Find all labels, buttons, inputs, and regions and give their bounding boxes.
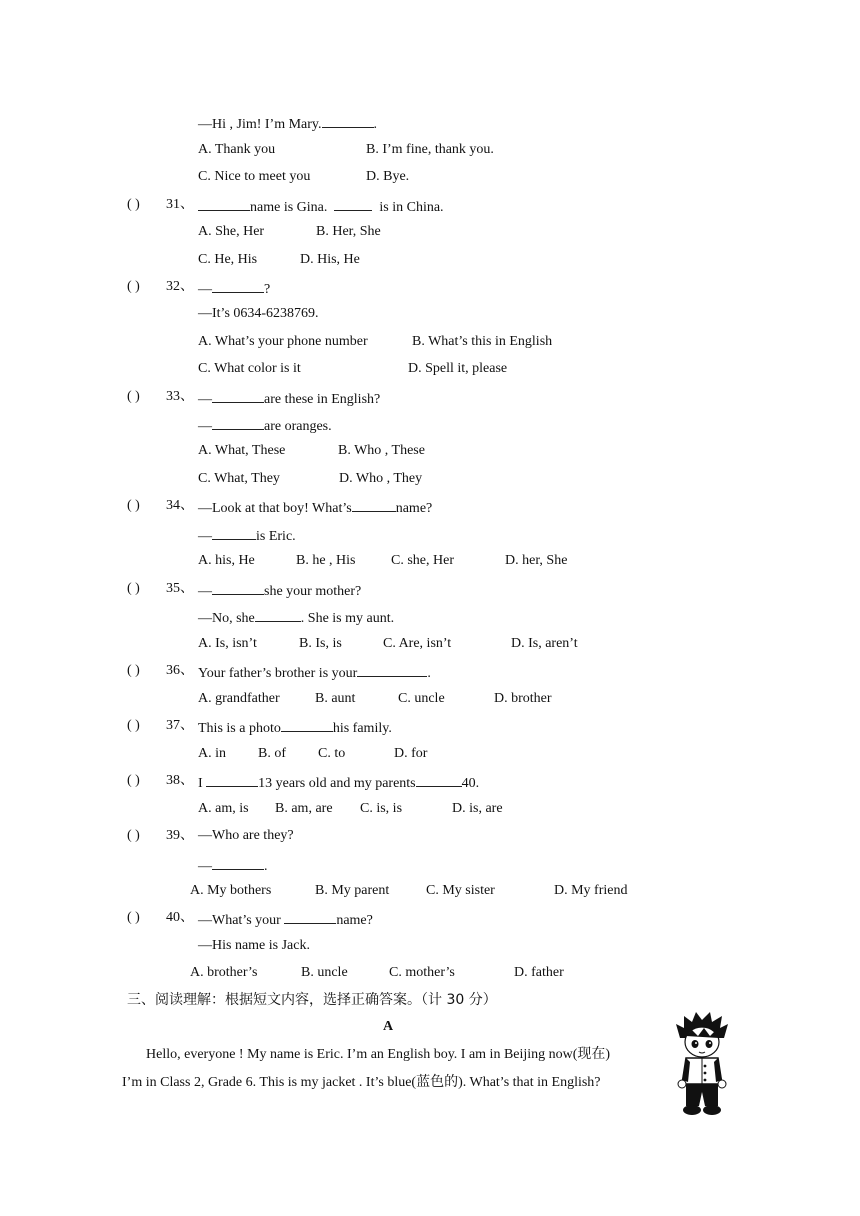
question-reply: —His name is Jack. [198,938,310,953]
answer-paren: ( ) [127,389,140,404]
option-d: D. for [394,746,428,761]
option-a: A. She, Her [198,224,265,239]
answer-paren: ( ) [127,718,140,733]
q30-line: —Hi , Jim! I’m Mary. . [198,113,377,134]
question-text: —What’s your name? [198,909,373,930]
option-d: D. His, He [300,252,360,267]
option-b: B. he , His [296,553,356,568]
option-a: A. grandfather [198,691,280,706]
question-text: —Look at that boy! What’s name? [198,497,432,518]
answer-paren: ( ) [127,581,140,596]
question-text: Your father’s brother is your . [198,662,431,683]
option-a: A. Is, isn’t [198,636,257,651]
option-a: A. What, These [198,443,286,458]
q30-option-d: D. Bye. [366,169,410,184]
option-a: A. am, is [198,801,249,816]
passage-title: A [383,1019,394,1034]
option-c: C. What, They [198,471,280,486]
question-text: I 13 years old and my parents 40. [198,772,479,793]
answer-paren: ( ) [127,828,140,843]
option-d: D. My friend [554,883,628,898]
question-number: 39、 [166,828,194,843]
option-a: A. What’s your phone number [198,334,368,349]
option-a: A. brother’s [190,965,258,980]
option-b: B. am, are [275,801,333,816]
option-a: A. his, He [198,553,255,568]
cartoon-boy-icon [672,1010,732,1118]
question-reply: —It’s 0634-6238769. [198,306,319,321]
option-c: C. is, is [360,801,403,816]
q30-option-a: A. Thank you [198,142,276,157]
question-reply: — are oranges. [198,415,332,436]
section-heading: 三、阅读理解：根据短文内容，选择正确答案。（计 30 分） [127,992,497,1008]
question-text: —Who are they? [198,828,294,843]
question-text: — are these in English? [198,388,380,409]
option-d: D. Who , They [339,471,423,486]
q30-option-c: C. Nice to meet you [198,169,311,184]
option-c: C. uncle [398,691,445,706]
question-number: 37、 [166,718,194,733]
question-number: 38、 [166,773,194,788]
question-text: This is a photo his family. [198,717,392,738]
option-a: A. in [198,746,226,761]
answer-paren: ( ) [127,773,140,788]
option-b: B. My parent [315,883,390,898]
answer-paren: ( ) [127,197,140,212]
option-b: B. Her, She [316,224,381,239]
option-c: C. mother’s [389,965,455,980]
option-d: D. Is, aren’t [511,636,578,651]
question-text: — ? [198,278,270,299]
q30-option-b: B. I’m fine, thank you. [366,142,494,157]
option-d: D. brother [494,691,552,706]
answer-paren: ( ) [127,910,140,925]
passage-line-2: I’m in Class 2, Grade 6. This is my jacket . It’s blue(蓝色的). What’s that in English? [122,1075,601,1090]
option-b: B. Is, is [299,636,342,651]
option-d: D. father [514,965,564,980]
option-d: D. her, She [505,553,568,568]
option-b: B. Who , These [338,443,425,458]
answer-paren: ( ) [127,498,140,513]
option-c: C. My sister [426,883,495,898]
option-c: C. What color is it [198,361,301,376]
option-c: C. to [318,746,346,761]
passage-line-1: Hello, everyone ! My name is Eric. I’m an English boy. I am in Beijing now(现在) [146,1047,611,1062]
question-text: — she your mother? [198,580,361,601]
question-number: 33、 [166,389,194,404]
question-number: 34、 [166,498,194,513]
question-reply: — . [198,855,268,876]
option-b: B. uncle [301,965,348,980]
answer-paren: ( ) [127,279,140,294]
question-number: 36、 [166,663,194,678]
question-number: 32、 [166,279,194,294]
option-b: B. What’s this in English [412,334,553,349]
option-c: C. He, His [198,252,258,267]
option-d: D. is, are [452,801,503,816]
option-d: D. Spell it, please [408,361,508,376]
question-reply: —No, she . She is my aunt. [198,607,394,628]
answer-paren: ( ) [127,663,140,678]
question-number: 40、 [166,910,194,925]
question-number: 35、 [166,581,194,596]
option-b: B. aunt [315,691,356,706]
question-text: name is Gina. is in China. [198,196,444,217]
option-b: B. of [258,746,286,761]
option-c: C. Are, isn’t [383,636,452,651]
question-reply: — is Eric. [198,525,296,546]
option-a: A. My bothers [190,883,272,898]
question-number: 31、 [166,197,194,212]
option-c: C. she, Her [391,553,454,568]
